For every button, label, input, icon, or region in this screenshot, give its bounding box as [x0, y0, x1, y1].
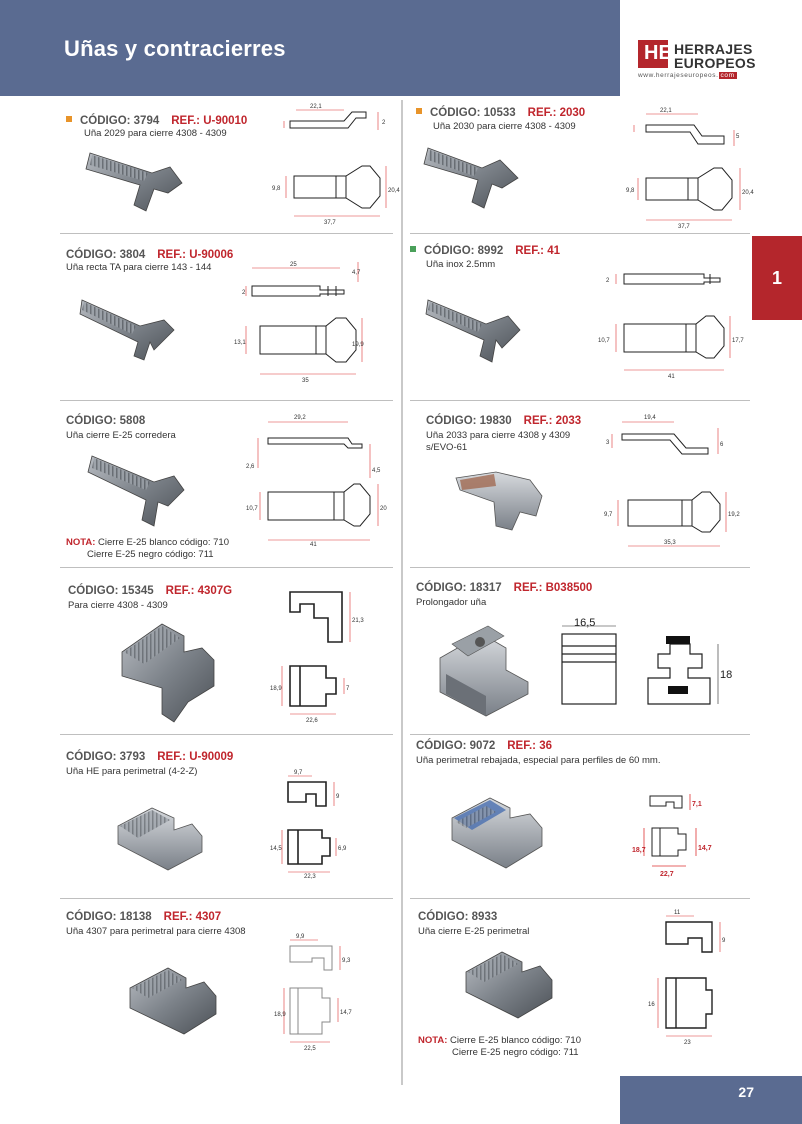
- product-code: CÓDIGO: 10533: [430, 107, 516, 119]
- product-desc: Uña 4307 para perimetral para cierre 4308: [66, 926, 246, 937]
- note-line: Cierre E-25 blanco código: 710: [98, 537, 229, 548]
- dim-label: 14,7: [698, 845, 712, 852]
- technical-drawing: [630, 784, 720, 884]
- row-divider: [410, 567, 750, 568]
- product-code: CÓDIGO: 9072: [416, 740, 496, 752]
- product-desc: Uña 2029 para cierre 4308 - 4309: [84, 128, 227, 139]
- product-desc: Prolongador uña: [416, 597, 487, 608]
- dim-label: 6,9: [338, 846, 347, 852]
- brand-logo: [638, 40, 798, 84]
- dim-label: 13,1: [234, 340, 246, 346]
- product-desc: Para cierre 4308 - 4309: [68, 600, 168, 611]
- product-code: CÓDIGO: 18317: [416, 582, 502, 594]
- dim-label: 29,2: [294, 415, 306, 421]
- product-code: CÓDIGO: 3794: [80, 115, 160, 127]
- dim-label: 2: [242, 290, 246, 296]
- dim-label: 14,5: [270, 846, 282, 852]
- dim-label: 37,7: [678, 224, 690, 230]
- dim-label: 22,1: [310, 104, 322, 110]
- product-code: CÓDIGO: 5808: [66, 415, 146, 427]
- dim-label: 9: [722, 938, 726, 944]
- product-desc: Uña perimetral rebajada, especial para perfiles de 60 mm.: [416, 755, 661, 766]
- logo-url: www.herrajeseuropeos. com: [638, 72, 735, 79]
- product-ref: REF.: 4307: [163, 911, 222, 923]
- dim-label: 35: [302, 378, 309, 384]
- product-photo: [114, 616, 224, 726]
- dim-label: 2: [382, 120, 386, 126]
- dim-label: 35,3: [664, 540, 676, 546]
- product-photo: [446, 788, 556, 878]
- technical-drawing: [240, 408, 390, 550]
- dim-label: 11: [674, 910, 681, 916]
- technical-drawing: [232, 252, 368, 386]
- section-tab: 1: [752, 236, 802, 320]
- dim-label: 41: [310, 542, 317, 548]
- product-photo: [124, 958, 224, 1042]
- dim-label: 9,3: [342, 958, 351, 964]
- dim-label: 14,7: [340, 1010, 352, 1016]
- row-divider: [60, 567, 393, 568]
- dim-label: 2: [606, 278, 610, 284]
- product-note: [66, 537, 229, 561]
- product-code: CÓDIGO: 8992: [424, 245, 504, 257]
- dim-label: 16,5: [574, 617, 596, 629]
- dim-label: 9,8: [626, 188, 635, 194]
- product-ref: REF.: 41: [515, 245, 560, 257]
- dim-label: 10,7: [598, 338, 610, 344]
- bullet-icon: [410, 246, 416, 252]
- product-desc: Uña cierre E-25 perimetral: [418, 926, 530, 937]
- dim-label: 5: [736, 134, 740, 140]
- product-desc: Uña HE para perimetral (4-2-Z): [66, 766, 198, 777]
- product-photo: [422, 138, 532, 218]
- dim-label: 37,7: [324, 220, 336, 226]
- product-code: CÓDIGO: 19830: [426, 415, 512, 427]
- dim-label: 22,7: [660, 871, 674, 878]
- bullet-icon: [416, 108, 422, 114]
- dim-label: 25: [290, 262, 297, 268]
- product-photo: [84, 446, 194, 536]
- row-divider: [60, 898, 393, 899]
- technical-drawing: [266, 100, 400, 232]
- page-header: [0, 0, 620, 96]
- dim-label: 6: [720, 442, 724, 448]
- row-divider: [60, 734, 393, 735]
- product-desc: Uña recta TA para cierre 143 - 144: [66, 262, 212, 273]
- row-divider: [410, 400, 750, 401]
- dim-label: 7: [346, 686, 350, 692]
- product-ref: REF.: U-90010: [171, 115, 248, 127]
- note-label: NOTA:: [418, 1035, 448, 1046]
- product-ref: REF.: 36: [507, 740, 552, 752]
- dim-label: 22,3: [304, 874, 316, 880]
- product-code: CÓDIGO: 3804: [66, 249, 146, 261]
- dim-label: 19,9: [352, 342, 364, 348]
- dim-label: 19,2: [728, 512, 740, 518]
- technical-drawing: [270, 766, 370, 886]
- technical-drawing: [624, 100, 754, 232]
- logo-text-1: HERRAJES: [674, 41, 753, 57]
- dim-label: 18,9: [270, 686, 282, 692]
- product-photo: [460, 944, 560, 1024]
- product-photo: [82, 145, 192, 220]
- dim-label: 17,7: [732, 338, 744, 344]
- dim-label: 4,7: [352, 270, 361, 276]
- row-divider: [410, 734, 750, 735]
- dim-label: 22,5: [304, 1046, 316, 1052]
- dim-label: 3: [606, 440, 610, 446]
- technical-drawing: [270, 582, 390, 732]
- product-code: CÓDIGO: 8933: [418, 911, 498, 923]
- note-line: Cierre E-25 negro código: 711: [87, 549, 214, 560]
- product-desc: Uña cierre E-25 corredera: [66, 430, 176, 441]
- note-line: Cierre E-25 negro código: 711: [452, 1047, 579, 1058]
- dim-label: 9,9: [296, 934, 305, 940]
- product-ref: REF.: B038500: [513, 582, 593, 594]
- technical-drawing: [274, 926, 374, 1056]
- product-ref: REF.: 4307G: [165, 585, 233, 597]
- dim-label: 9,8: [272, 186, 281, 192]
- dim-label: 9,7: [604, 512, 613, 518]
- dim-label: 20,4: [742, 190, 754, 196]
- page-number: 27: [738, 1084, 754, 1100]
- product-desc: Uña inox 2.5mm: [426, 259, 496, 270]
- note-line: Cierre E-25 blanco código: 710: [450, 1035, 581, 1046]
- row-divider: [410, 898, 750, 899]
- row-divider: [60, 233, 393, 234]
- product-note: [418, 1035, 581, 1059]
- dim-label: 22,6: [306, 718, 318, 724]
- logo-text-2: EUROPEOS: [674, 55, 756, 71]
- technical-drawing: [548, 616, 738, 716]
- note-label: NOTA:: [66, 537, 96, 548]
- product-desc: s/EVO-61: [426, 442, 468, 453]
- dim-label: 9: [336, 794, 340, 800]
- dim-label: 21,3: [352, 618, 364, 624]
- dim-label: 10,7: [246, 506, 258, 512]
- product-photo: [432, 620, 532, 720]
- product-code: CÓDIGO: 3793: [66, 751, 146, 763]
- dim-label: 22,1: [660, 108, 672, 114]
- dim-label: 18,7: [632, 847, 646, 854]
- dim-label: 4,5: [372, 468, 381, 474]
- dim-label: 41: [668, 374, 675, 380]
- technical-drawing: [594, 258, 744, 388]
- product-ref: REF.: U-90009: [157, 751, 234, 763]
- product-photo: [78, 290, 188, 370]
- dim-label: 7,1: [692, 801, 702, 808]
- row-divider: [60, 400, 393, 401]
- dim-label: 16: [648, 1002, 655, 1008]
- product-photo: [424, 290, 534, 370]
- product-ref: REF.: 2033: [523, 415, 582, 427]
- product-photo: [112, 796, 212, 876]
- row-divider: [410, 233, 750, 234]
- dim-label: 18,9: [274, 1012, 286, 1018]
- product-code: CÓDIGO: 15345: [68, 585, 154, 597]
- dim-label: 9,7: [294, 770, 303, 776]
- product-ref: REF.: 2030: [527, 107, 586, 119]
- dim-label: 18: [720, 669, 733, 681]
- page-title: Uñas y contracierres: [64, 36, 286, 61]
- product-photo: [446, 460, 556, 550]
- product-desc: Uña 2030 para cierre 4308 - 4309: [433, 121, 576, 132]
- column-divider: [401, 100, 403, 1085]
- page-footer: [620, 1076, 802, 1124]
- dim-label: 19,4: [644, 415, 656, 421]
- product-code: CÓDIGO: 18138: [66, 911, 152, 923]
- logo-mark: HE: [638, 40, 668, 68]
- dim-label: 20: [380, 506, 387, 512]
- dim-label: 20,4: [388, 188, 400, 194]
- dim-label: 23: [684, 1040, 691, 1046]
- dim-label: 2,6: [246, 464, 255, 470]
- bullet-icon: [66, 116, 72, 122]
- technical-drawing: [596, 408, 746, 550]
- product-desc: Uña 2033 para cierre 4308 y 4309: [426, 430, 571, 441]
- technical-drawing: [648, 908, 738, 1048]
- product-ref: REF.: U-90006: [157, 249, 234, 261]
